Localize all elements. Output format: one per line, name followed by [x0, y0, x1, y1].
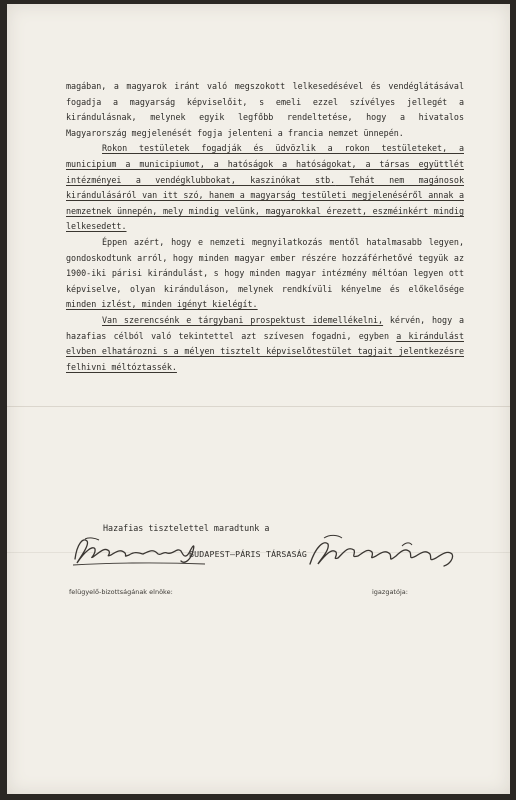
- closing-line: Hazafias tisztelettel maradtunk a: [103, 523, 270, 533]
- organization-name: BUDAPEST—PÁRIS TÁRSASÁG: [189, 549, 307, 559]
- paragraph-3-text: Éppen azért, hogy e nemzeti megnyilatkozás mentől hatalmasabb legyen, gondoskodtunk arról, hogy minden magyar ember részére hozzáférhetővé tegyük az 1900-iki párisi kirándulást, s hogy minden magyar intézmény méltóan legyen ott képviselve, olyan kiránduláson, melynek rendkívüli kényelme és előkelősége: [66, 236, 464, 294]
- signature-right: [302, 526, 472, 576]
- letter-body: [66, 79, 464, 375]
- paragraph-4-text: kérvén, hogy a hazafias célból való tekintettel azt szívesen fogadni, egyben: [66, 314, 464, 341]
- paragraph-1-text: magában, a magyarok iránt való megszokott lelkesedésével és vendéglátásával fogadja a magyarság képviselőit, s emeli ezzel szívélyes jellegét a kirándulásnak, melynek egyik legfőbb rendeltetése, hogy a hivatalos Magyarország megjelenését fogja jelenteni a francia nemzet ünnepén.: [66, 81, 464, 138]
- signature-left: [65, 529, 225, 574]
- paragraph-2: [66, 141, 464, 235]
- paragraph-2-underlined-text-cont: Tehát nem magánosok kirándulásáról van itt szó, hanem a magyarság testületi megjelenéséről annak a nemzetnek ünnepén, mely mindig velünk, magyarokkal érezett, eszméinkért mindig lelkesedett.: [66, 174, 464, 232]
- signatory-left-label: felügyelő-bizottságának elnöke:: [69, 588, 173, 596]
- signatory-right-label: igazgatója:: [372, 588, 408, 596]
- paragraph-4-underlined-text: Van szerencsénk e tárgybani prospektust idemellékelni,: [102, 314, 384, 325]
- letter-sheet: [7, 4, 510, 794]
- paragraph-3: [66, 235, 464, 313]
- paragraph-3-underlined-text: minden izlést, minden igényt kielégít.: [66, 299, 258, 310]
- paragraph-4-underlined-text-end: a kirándulást elvben elhatározni s a mélyen tisztelt képviselőtestület tagjait jelentkezésre felhivni méltóztassék.: [66, 330, 464, 372]
- paper-fold: [7, 406, 510, 407]
- paragraph-1: [66, 79, 464, 141]
- paragraph-2-underlined-text: Rokon testületek fogadják és üdvözlik a rokon testületeket, a municipium a municipiumot, a hatóságok a hatóságokat, a társas együttlét intézményei a vendégklubbokat, kaszinókat stb.: [66, 143, 464, 185]
- paragraph-4: [66, 313, 464, 375]
